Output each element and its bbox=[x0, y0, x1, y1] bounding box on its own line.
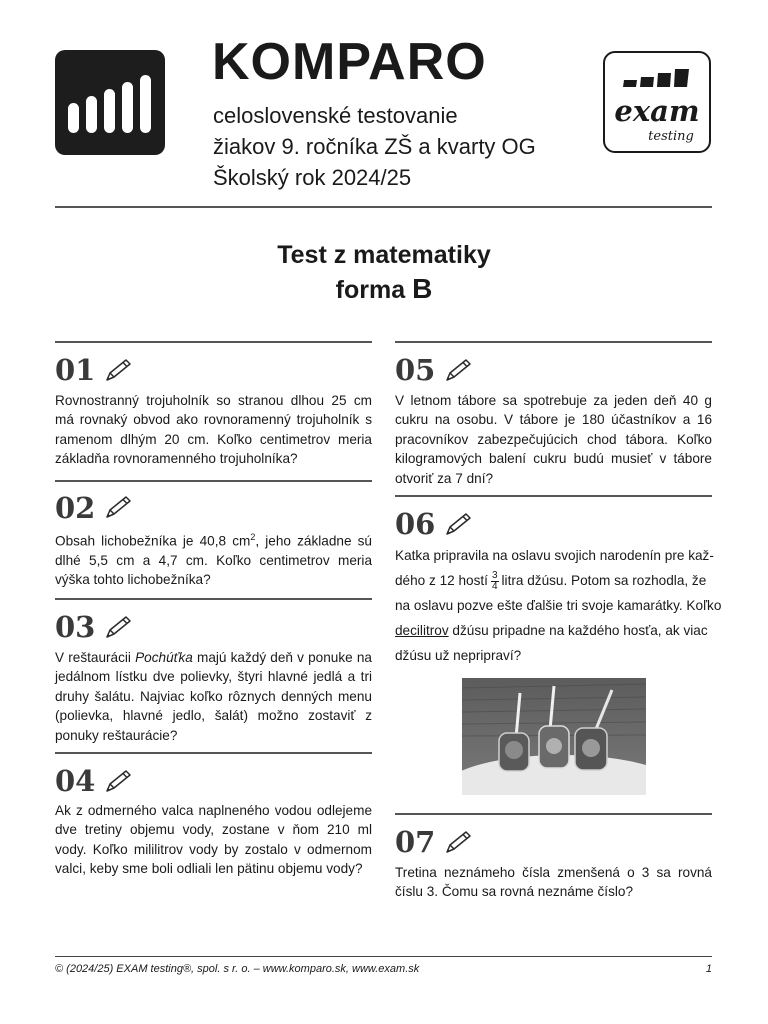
exam-bars-icon bbox=[605, 53, 708, 93]
fraction-numerator: 3 bbox=[491, 569, 498, 581]
brand-subtitle bbox=[213, 100, 536, 193]
q06-fraction bbox=[491, 571, 499, 592]
q04-text: Ak z odmerného valca naplneného vodou odlejeme dve tretiny objemu vody, zostane v ňom 210 ml vody. Koľko mililitrov vody by zostalo v odmernom valci, keby sme boli odliali len pätinu objemu vody? bbox=[55, 803, 372, 877]
q06-line-2a: dého z 12 hostí bbox=[395, 573, 488, 588]
q03-restaurant-name: Pochúťka bbox=[135, 650, 193, 665]
test-title-block bbox=[0, 238, 768, 307]
subtitle-line-2: žiakov 9. ročníka ZŠ a kvarty OG bbox=[213, 134, 536, 159]
form-letter: B bbox=[412, 273, 433, 304]
test-form bbox=[0, 272, 768, 307]
footer-rule bbox=[55, 956, 712, 957]
q03-text-a: V reštaurácii bbox=[55, 650, 136, 665]
q02-text-b: , jeho základne sú dlhé 5,5 cm a 4,7 cm. Koľko centimetrov meria výška tohto lichobežníka? bbox=[55, 533, 372, 588]
q03-text bbox=[55, 648, 372, 745]
q06-text bbox=[395, 543, 722, 668]
brand-title: KOMPARO bbox=[212, 33, 487, 91]
q05-number: 05 bbox=[395, 353, 436, 387]
exam-logo-sub: testing bbox=[648, 129, 694, 144]
q06-line-4b: džúsu pripadne na každého hosťa, ak viac bbox=[448, 623, 708, 638]
q01-text: Rovnostranný trojuholník so stranou dlhou 25 cm má rovnaký obvod ako rovnoramenný trojuholník s ramenom dlhým 20 cm. Koľko centimetrov meria základňa rovnoramenného trojuholníka? bbox=[55, 393, 372, 467]
q03-number: 03 bbox=[55, 610, 96, 644]
komparo-logo bbox=[55, 50, 165, 155]
q01-number: 01 bbox=[55, 353, 96, 387]
pencil-icon bbox=[443, 357, 473, 383]
q06-line-3: na oslavu pozve ešte ďalšie tri svoje kamarátky. Koľko bbox=[395, 598, 722, 613]
subtitle-line-1: celoslovenské testovanie bbox=[213, 103, 458, 128]
q06-line-1: Katka pripravila na oslavu svojich narodenín pre kaž- bbox=[395, 548, 714, 563]
q07-number: 07 bbox=[395, 825, 436, 859]
pencil-icon bbox=[443, 829, 473, 855]
q06-line-5: džúsu už nepripraví? bbox=[395, 648, 522, 663]
q04-rule bbox=[55, 752, 372, 754]
juice-jars-image bbox=[462, 678, 646, 795]
juice-jars-photo bbox=[462, 678, 646, 795]
pencil-icon bbox=[103, 494, 133, 520]
header-rule bbox=[55, 206, 712, 208]
form-label: forma bbox=[335, 276, 406, 304]
q06-number: 06 bbox=[395, 507, 436, 541]
pencil-icon bbox=[103, 614, 133, 640]
subtitle-line-3: Školský rok 2024/25 bbox=[213, 165, 412, 190]
page-number: 1 bbox=[705, 963, 712, 975]
pencil-icon bbox=[103, 357, 133, 383]
footer-copyright: © (2024/25) EXAM testing®, spol. s r. o. – www.komparo.sk, www.exam.sk bbox=[55, 963, 420, 975]
q02-text bbox=[55, 528, 372, 590]
q05-rule bbox=[395, 341, 712, 343]
q06-line-2b: litra džúsu. Potom sa rozhodla, že bbox=[501, 573, 707, 588]
pencil-icon bbox=[103, 768, 133, 794]
q02-sup: 2 bbox=[250, 532, 256, 542]
fraction-denominator: 4 bbox=[491, 580, 498, 592]
q02-text-a: Obsah lichobežníka je 40,8 cm bbox=[55, 533, 251, 549]
q03-rule bbox=[55, 598, 372, 600]
q07-rule bbox=[395, 813, 712, 815]
q03-text-b: majú každý deň v ponuke na jedálnom lístku dve polievky, štyri hlavné jedlá a tri druhy šalátu. Najviac koľko rôznych denných menu (polievka, hlavné jedlo, šalát) možno zostaviť z ponuky reštaurácie? bbox=[55, 650, 372, 743]
exam-logo-word: exam bbox=[614, 94, 700, 128]
q02-rule bbox=[55, 480, 372, 482]
exam-testing-logo bbox=[603, 51, 711, 153]
q02-number: 02 bbox=[55, 491, 96, 525]
pencil-icon bbox=[443, 511, 473, 537]
bars-icon bbox=[55, 50, 165, 155]
q06-line-2 bbox=[395, 568, 712, 593]
q01-rule bbox=[55, 341, 372, 343]
q06-rule bbox=[395, 495, 712, 497]
q07-text: Tretina neznámeho čísla zmenšená o 3 sa rovná číslu 3. Čomu sa rovná neznáme číslo? bbox=[395, 865, 712, 900]
q05-text: V letnom tábore sa spotrebuje za jeden deň 40 g cukru na osobu. V tábore je 180 účastníkov a 16 pracovníkov zabezpečujúcich chod tábora. Koľko kilogramových balení cukru budú musieť v tábore otvoriť za 7 dní? bbox=[395, 393, 712, 486]
q06-underlined-unit: decilitrov bbox=[395, 623, 449, 638]
test-title: Test z matematiky bbox=[277, 241, 491, 269]
q06-line-4 bbox=[395, 618, 712, 643]
q04-number: 04 bbox=[55, 764, 96, 798]
